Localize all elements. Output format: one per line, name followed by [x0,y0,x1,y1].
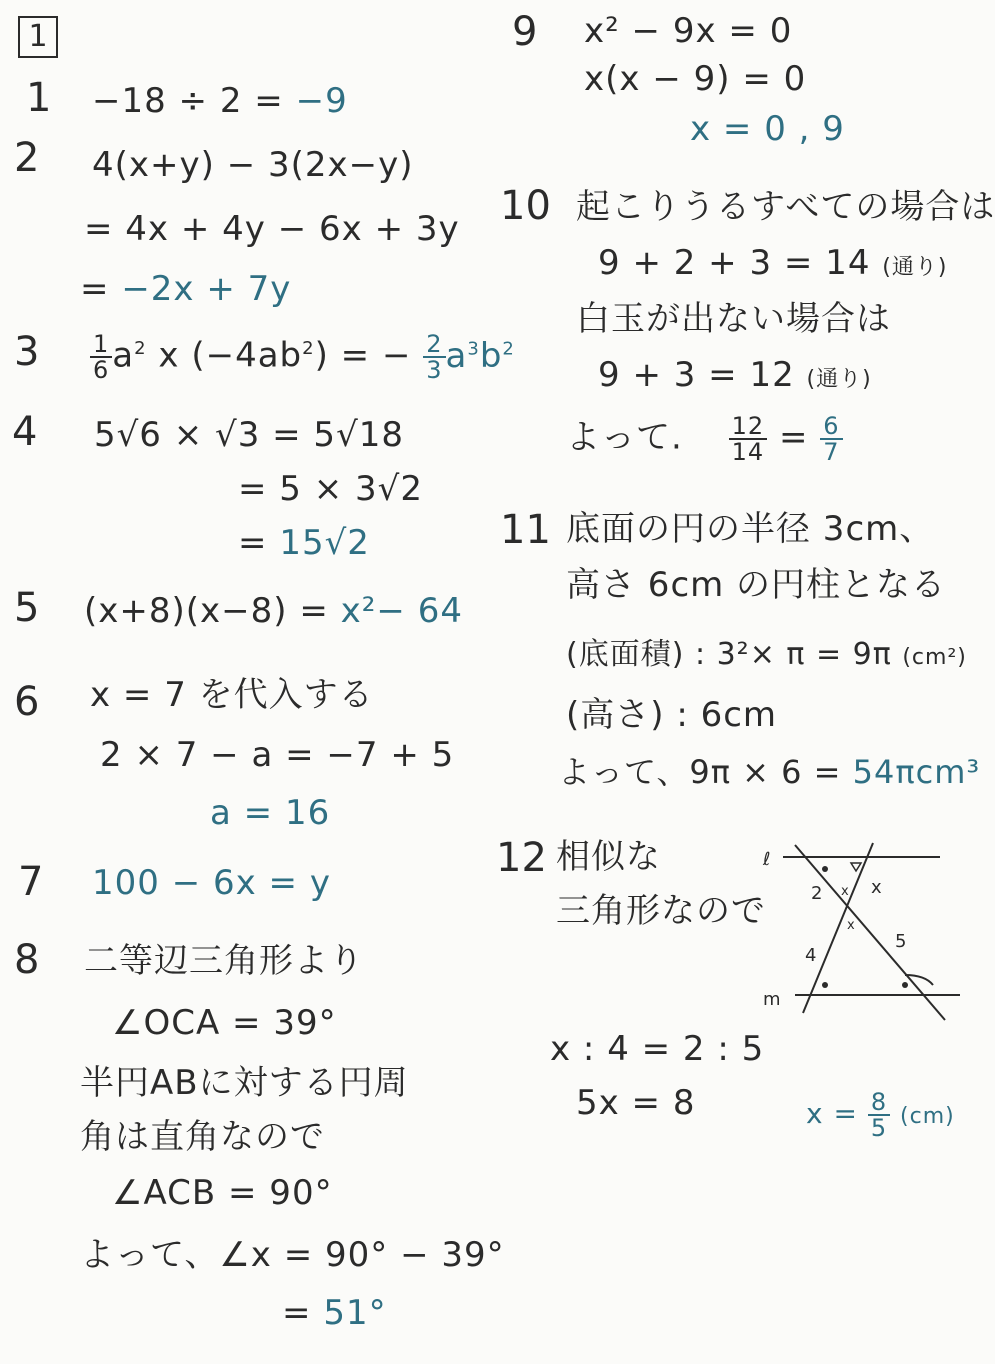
label-2: 2 [811,883,823,904]
p9-line-2: x(x − 9) = 0 [584,59,807,99]
label-x: x [871,877,882,898]
p1-line [92,81,348,121]
p3-fraction [90,332,112,382]
problem-number-2: 2 [14,135,40,181]
p10-count-all: 9 + 2 + 3 = 14 [598,243,871,283]
p10-ans-num: 6 [820,414,842,440]
p11-area: (底面積) : 3²× π = 9π [566,637,892,672]
transversal-2 [803,843,873,1013]
p2-line-3 [80,269,292,309]
p12-line-2: 三角形なので [556,891,766,931]
p12-ans-num: 8 [868,1090,890,1116]
problem-number-3: 3 [14,329,40,375]
label-angle-x-top: x [841,884,849,899]
p3-frac-num: 1 [90,332,112,358]
p8-line-7 [282,1293,387,1333]
problem-number-7: 7 [18,859,44,905]
p8-answer: 51° [323,1293,387,1333]
p2-answer: −2x + 7y [121,269,292,309]
problem-number-1: 1 [26,75,52,121]
p10-ans-den: 7 [823,438,840,466]
p4-equals: = [238,523,268,563]
p1-expr: −18 ÷ 2 = [92,81,284,121]
p8-line-2: ∠OCA = 39° [112,1003,337,1043]
problem-number-10: 10 [500,183,551,229]
p10-answer-fraction [820,414,842,464]
p11-line-1: 底面の円の半径 3cm、 [566,509,935,549]
p5-line [84,591,463,631]
p12-answer-pre: x = [806,1097,858,1130]
label-l: ℓ [763,849,771,870]
p1-answer: −9 [295,81,348,121]
p3-answer-fraction [423,332,445,382]
transversal-1 [795,845,945,1020]
p10-fraction [729,414,768,464]
p8-line-4: 角は直角なので [80,1117,325,1157]
p10-line-1: 起こりうるすべての場合は [576,187,995,227]
p5-expr: (x+8)(x−8) = [84,591,329,631]
p12-answer [806,1090,955,1140]
p9-answer: x = 0 , 9 [690,109,845,149]
arc-mark [905,975,933,985]
p4-line-3 [238,523,370,563]
p11-calc: よって、9π × 6 = [558,753,842,791]
triangle-mark [851,863,861,871]
p12-similar-triangles-figure [755,835,960,1030]
p3-ans-num: 2 [423,332,445,358]
p10-line-5: よって. $\frac{12}{14}$ = $\frac{6}{7}$ [566,414,843,464]
p10-frac-den: 14 [731,438,765,466]
p3-frac-den: 6 [93,356,110,384]
p4-line-2: = 5 × 3√2 [238,469,423,509]
label-m: m [763,989,781,1010]
p6-answer: a = 16 [210,793,331,833]
p6-line-1: x = 7 を代入する [90,675,374,715]
p3-expr-b: x (−4ab [158,335,303,376]
p9-line-1: x² − 9x = 0 [584,11,793,51]
p2-line-1: 4(x+y) − 3(2x−y) [92,145,414,185]
p8-line-6: よって、∠x = 90° − 39° [80,1235,505,1275]
p4-line-1: 5√6 × √3 = 5√18 [94,415,404,455]
problem-number-9: 9 [512,9,538,55]
p3-answer-b: b [479,335,503,376]
p11-line-4: (高さ) : 6cm [566,695,778,735]
p11-line-2: 高さ 6cm の円柱となる [566,565,947,605]
p4-answer: 15√2 [279,523,370,563]
p5-answer: x²− 64 [340,591,463,631]
p3-expr-c: ) = − [314,335,412,376]
p10-unit-1: (通り) [882,255,948,280]
p12-line-4: 5x = 8 [576,1083,696,1123]
p3-expr-a: a [112,335,135,376]
p3-line: $\frac{1}{6}$ $a^2$ x $(-4ab^2)$ = − $\frac{2}{3}$ $a^3b^2$ [90,332,515,382]
p7-answer: 100 − 6x = y [92,863,331,903]
p11-line-3 [566,637,967,672]
label-4: 4 [805,945,817,966]
p2-line-2: = 4x + 4y − 6x + 3y [84,209,460,249]
p10-unit-2: (通り) [806,367,872,392]
label-5: 5 [895,931,907,952]
p10-line-4 [598,355,872,395]
problem-number-5: 5 [14,585,40,631]
p12-ans-den: 5 [870,1114,888,1142]
p10-count-nonwhite: 9 + 3 = 12 [598,355,795,395]
p12-answer-fraction [868,1090,890,1140]
problem-number-4: 4 [12,409,38,455]
p12-line-3: x : 4 = 2 : 5 [550,1029,765,1069]
problem-number-11: 11 [500,507,551,553]
p6-line-2: 2 × 7 − a = −7 + 5 [100,735,455,775]
p2-equals: = [80,269,110,309]
p10-frac-num: 12 [729,414,768,440]
p10-line-3: 白玉が出ない場合は [576,299,891,339]
p10-therefore: よって. [566,417,683,458]
p11-answer: 54πcm³ [852,753,981,791]
p8-line-1: 二等辺三角形より [84,941,364,981]
problem-number-6: 6 [14,679,40,725]
p11-area-unit: (cm²) [902,645,967,670]
p8-line-5: ∠ACB = 90° [112,1173,333,1213]
p12-line-1: 相似な [556,837,661,877]
p8-equals: = [282,1293,312,1333]
p12-answer-unit: (cm) [900,1104,955,1129]
problem-number-8: 8 [14,937,40,983]
p3-answer-a: a [445,335,468,376]
p11-line-5 [558,753,981,791]
p10-line-2 [598,243,948,283]
section-number-box: 1 [18,16,58,58]
p8-line-3: 半円ABに対する円周 [80,1063,409,1103]
label-angle-x-bottom: x [847,918,855,933]
p3-ans-den: 3 [426,356,443,384]
problem-number-12: 12 [496,835,547,881]
